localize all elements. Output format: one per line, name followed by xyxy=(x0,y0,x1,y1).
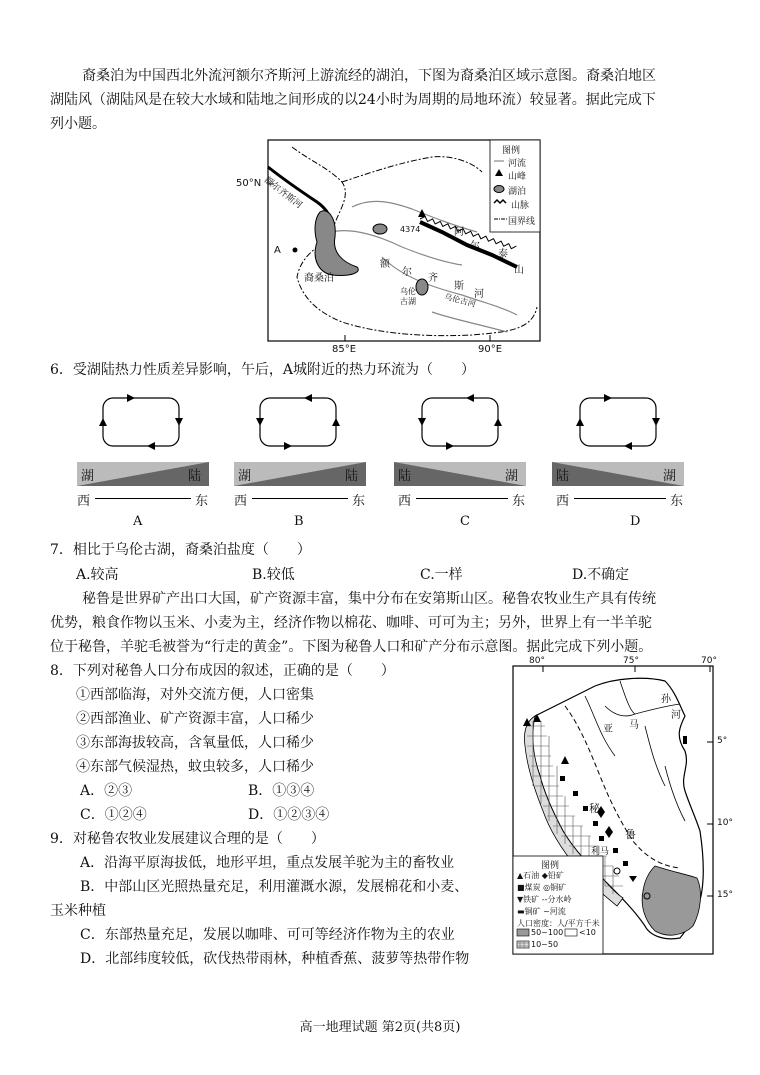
legend-mountain: 山脉 xyxy=(511,201,530,211)
river-char-4: 斯 xyxy=(454,281,464,292)
peru-label-he: 河 xyxy=(671,710,681,721)
q6-c-west: 西 xyxy=(398,494,412,509)
q7-option-c: C.一样 xyxy=(420,567,463,583)
q9-stem: 9．对秘鲁农牧业发展建议合理的是（ ） xyxy=(50,831,325,847)
q8-stem: 8．下列对秘鲁人口分布成因的叙述，正确的是（ ） xyxy=(50,663,395,679)
peru-legend-row1: ▲石油 ◆铅矿 xyxy=(517,871,564,880)
q6-option-b-diagram xyxy=(232,390,372,530)
q6-b-axis xyxy=(252,498,348,499)
q6-stem: 6．受湖陆热力性质差异影响，午后，A城附近的热力环流为（ ） xyxy=(50,362,476,378)
mtn-char-3: 泰 xyxy=(498,249,508,260)
lat-50n: 50°N xyxy=(236,178,262,189)
page-footer: 高一地理试题 第2页(共8页) xyxy=(299,1020,461,1035)
q8-statement-3: ③东部海拔较高，含氧量低，人口稀少 xyxy=(76,735,314,751)
peru-label-lu: 鲁 xyxy=(625,828,636,841)
q9-option-b-line2: 玉米种植 xyxy=(50,903,106,919)
q6-b-left: 湖 xyxy=(238,469,252,484)
peru-lat-15: 15° xyxy=(717,890,733,900)
map-peru xyxy=(505,656,755,956)
q9-option-b-line1: B．中部山区光照热量充足，利用灌溉水源，发展棉花和小麦、 xyxy=(80,879,469,895)
peru-legend-row3: ▼铁矿 --分水岭 xyxy=(517,895,572,904)
q8-option-a: A．②③ xyxy=(80,783,133,799)
peru-lon-80: 80° xyxy=(529,656,545,666)
q6-c-east: 东 xyxy=(512,494,526,509)
intro1-line3: 列小题。 xyxy=(50,116,106,132)
q8-option-c: C．①②④ xyxy=(80,807,147,823)
q6-d-west: 西 xyxy=(556,494,570,509)
peru-label-bi: 秘 xyxy=(589,802,600,815)
q6-c-letter: C xyxy=(460,514,470,529)
legend-peak: 山峰 xyxy=(508,172,527,182)
lon-90e: 90°E xyxy=(478,344,503,355)
lake-yisangpo-label: 裔桑泊 xyxy=(304,273,334,284)
peru-density-2: <10 xyxy=(579,928,596,937)
q8-option-d: D．①②③④ xyxy=(248,807,330,823)
q7-stem: 7．相比于乌伦古湖，裔桑泊盐度（ ） xyxy=(50,542,311,558)
river-wulungu-label: 乌伦古河 xyxy=(443,292,477,309)
intro2-line3: 位于秘鲁，羊驼毛被誉为“行走的黄金”。下图为秘鲁人口和矿产分布示意图。据此完成下列小题。 xyxy=(50,639,653,655)
q9-option-c: C．东部热量充足，发展以咖啡、可可等经济作物为主的农业 xyxy=(80,927,455,943)
legend-river: 河流 xyxy=(508,159,527,169)
q6-d-east: 东 xyxy=(670,494,684,509)
q6-d-letter: D xyxy=(630,514,641,529)
q8-option-b: B．①③④ xyxy=(248,783,315,799)
q6-option-d-diagram xyxy=(550,390,690,530)
q6-b-letter: B xyxy=(294,514,304,529)
legend-lake: 湖泊 xyxy=(508,187,527,197)
city-a: A xyxy=(274,245,281,256)
q6-a-right: 陆 xyxy=(188,469,202,484)
peru-label-ya: 亚 xyxy=(603,724,613,735)
q6-b-right: 陆 xyxy=(345,469,359,484)
q6-d-axis xyxy=(574,498,666,499)
intro1-line1: 裔桑泊为中国西北外流河额尔齐斯河上游流经的湖泊，下图为裔桑泊区域示意图。裔桑泊地区 xyxy=(82,68,656,84)
river-char-2: 尔 xyxy=(402,267,412,278)
q6-option-a-diagram xyxy=(75,390,215,530)
q7-option-b: B.较低 xyxy=(252,567,295,583)
river-char-3: 齐 xyxy=(428,273,438,284)
q8-statement-2: ②西部渔业、矿产资源丰富，人口稀少 xyxy=(76,711,314,727)
mtn-char-2: 尔 xyxy=(470,241,480,252)
q6-c-left: 陆 xyxy=(398,469,412,484)
intro2-line1: 秘鲁是世界矿产出口大国，矿产资源丰富，集中分布在安第斯山区。秘鲁农牧业生产具有传统 xyxy=(82,591,656,607)
q6-a-left: 湖 xyxy=(81,469,95,484)
legend-title: 图例 xyxy=(502,146,521,156)
q6-c-right: 湖 xyxy=(505,469,519,484)
peru-label-lima: 利马 xyxy=(591,847,610,857)
mtn-char-4: 山 xyxy=(514,265,524,276)
peru-label-ma: 马 xyxy=(629,720,639,731)
q8-statement-1: ①西部临海，对外交流方便，人口密集 xyxy=(76,687,314,703)
q6-d-left: 陆 xyxy=(556,469,570,484)
q6-b-east: 东 xyxy=(352,494,366,509)
peru-density-title: 人口密度：人/平方千米 xyxy=(517,919,600,928)
q6-c-axis xyxy=(416,498,508,499)
q6-d-right: 湖 xyxy=(663,469,677,484)
intro1-line2: 湖陆风（湖陆风是在较大水域和陆地之间形成的以24小时为周期的局地环流）较显著。据此完成下 xyxy=(50,92,656,108)
peru-legend-title: 图例 xyxy=(541,861,560,871)
q7-option-d: D.不确定 xyxy=(572,567,630,583)
river-char-1: 额 xyxy=(380,259,390,270)
q9-option-a: A．沿海平原海拔低，地形平坦，重点发展羊驼为主的畜牧业 xyxy=(80,855,455,871)
peru-density-3: 10~50 xyxy=(531,940,559,949)
peru-legend-row2: ■煤炭 ◎铜矿 xyxy=(517,883,567,892)
peru-lat-10: 10° xyxy=(717,818,733,828)
lon-85e: 85°E xyxy=(332,344,357,355)
q6-a-letter: A xyxy=(133,514,143,529)
intro2-line2: 优势，粮食作物以玉米、小麦为主，经济作物以棉花、咖啡、可可为主；另外，世界上有一半羊驼 xyxy=(50,615,652,631)
river-char-5: 河 xyxy=(474,289,484,300)
peru-lat-5: 5° xyxy=(717,736,728,746)
river-label-irtysh: 额尔齐斯河 xyxy=(261,175,304,211)
mtn-char-1: 阿 xyxy=(454,227,464,238)
peak-elevation: 4374 xyxy=(400,225,421,234)
peru-lon-70: 70° xyxy=(701,656,717,666)
map-yisangpo xyxy=(232,137,542,357)
q9-option-d: D．北部纬度较低，砍伐热带雨林，种植香蕉、菠萝等热带作物 xyxy=(80,951,470,967)
lake-wulungu-label: 乌伦古湖 xyxy=(400,287,416,306)
peru-density-1: 50~100 xyxy=(531,928,564,937)
q6-a-axis xyxy=(95,498,191,499)
peru-lon-75: 75° xyxy=(623,656,639,666)
q8-statement-4: ④东部气候湿热，蚊虫较多，人口稀少 xyxy=(76,759,314,775)
legend-border: 国界线 xyxy=(508,217,536,227)
q6-a-west: 西 xyxy=(77,494,91,509)
q6-a-east: 东 xyxy=(195,494,209,509)
q6-option-c-diagram xyxy=(392,390,532,530)
peru-label-sun: 孙 xyxy=(661,694,671,705)
peru-legend-row4: ▬铜矿 ~河流 xyxy=(517,907,566,916)
q6-b-west: 西 xyxy=(234,494,248,509)
q7-option-a: A.较高 xyxy=(76,567,119,583)
